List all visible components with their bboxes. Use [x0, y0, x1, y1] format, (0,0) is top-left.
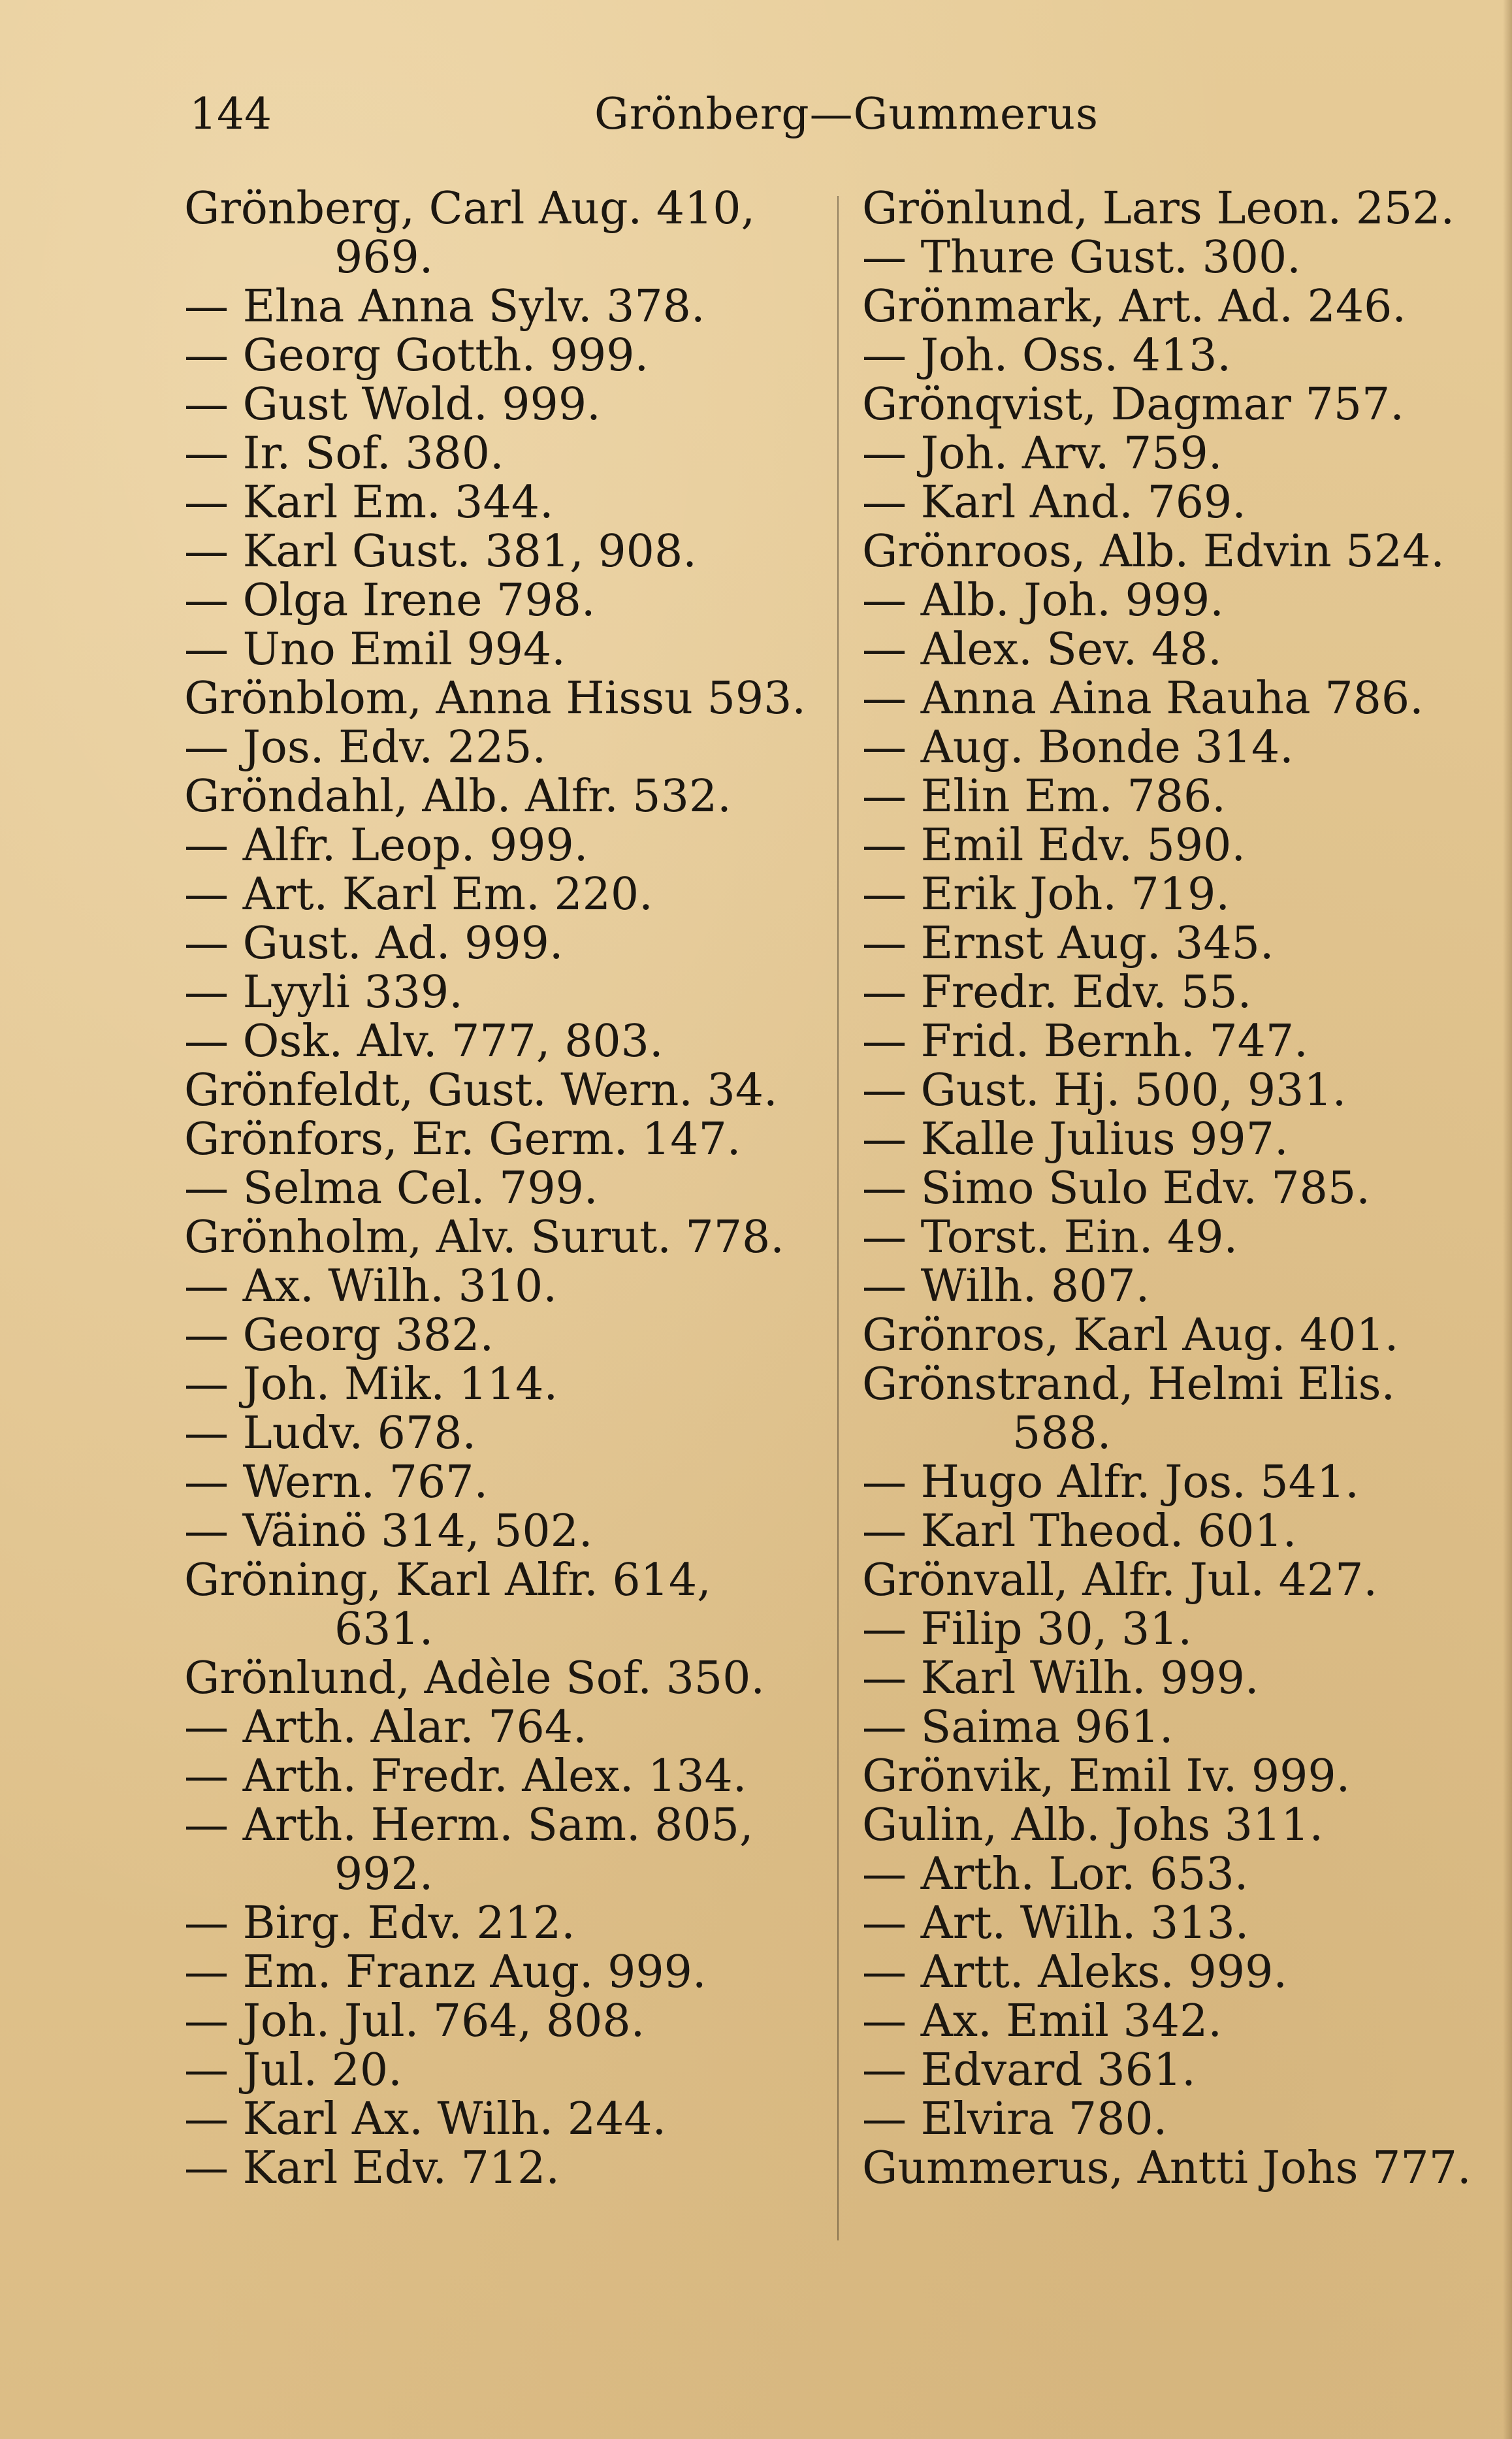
entry-continuation: 588. — [1012, 1408, 1112, 1459]
page-header — [189, 85, 1117, 144]
index-entry: Grönlund, Lars Leon. 252. — [862, 183, 1455, 234]
index-entry: — Jos. Edv. 225. — [184, 722, 547, 773]
index-entry: — Torst. Ein. 49. — [862, 1212, 1238, 1263]
column-divider — [837, 196, 839, 2240]
index-entry: — Wern. 767. — [184, 1457, 489, 1508]
index-entry: — Selma Cel. 799. — [184, 1163, 598, 1214]
index-entry: — Artt. Aleks. 999. — [862, 1946, 1287, 1998]
index-entry: — Jul. 20. — [184, 2044, 402, 2096]
index-entry: — Alex. Sev. 48. — [862, 624, 1222, 675]
index-entry: — Elin Em. 786. — [862, 771, 1226, 822]
index-entry: — Joh. Oss. 413. — [862, 330, 1232, 381]
index-entry: — Kalle Julius 997. — [862, 1114, 1289, 1165]
index-entry: — Elvira 780. — [862, 2093, 1168, 2145]
index-entry: — Karl Ax. Wilh. 244. — [184, 2093, 667, 2145]
index-entry: — Arth. Lor. 653. — [862, 1849, 1249, 1900]
index-entry: — Ax. Emil 342. — [862, 1995, 1222, 2047]
index-entry: Grönfeldt, Gust. Wern. 34. — [184, 1065, 778, 1116]
entry-continuation: 631. — [334, 1604, 434, 1655]
index-entry: — Gust. Ad. 999. — [184, 918, 564, 969]
index-entry: — Arth. Fredr. Alex. 134. — [184, 1751, 747, 1802]
index-entry: Grönlund, Adèle Sof. 350. — [184, 1653, 765, 1704]
index-entry: Gröndahl, Alb. Alfr. 532. — [184, 771, 732, 822]
index-entry: Grönvall, Alfr. Jul. 427. — [862, 1555, 1377, 1606]
index-entry: — Karl Theod. 601. — [862, 1506, 1297, 1557]
index-entry: — Arth. Herm. Sam. 805, — [184, 1800, 754, 1851]
index-entry: — Ludv. 678. — [184, 1408, 477, 1459]
index-entry: — Emil Edv. 590. — [862, 820, 1246, 871]
index-entry: — Karl And. 769. — [862, 477, 1246, 528]
index-entry: — Lyyli 339. — [184, 967, 463, 1018]
index-entry: — Em. Franz Aug. 999. — [184, 1946, 707, 1998]
index-entry: — Gust. Hj. 500, 931. — [862, 1065, 1347, 1116]
index-entry: — Hugo Alfr. Jos. 541. — [862, 1457, 1359, 1508]
index-entry: — Simo Sulo Edv. 785. — [862, 1163, 1370, 1214]
right-column — [862, 184, 1476, 2193]
index-entry: — Georg Gotth. 999. — [184, 330, 649, 381]
index-entry: — Joh. Jul. 764, 808. — [184, 1995, 645, 2047]
index-entry: Grönros, Karl Aug. 401. — [862, 1310, 1399, 1361]
index-entry: — Ir. Sof. 380. — [184, 428, 504, 479]
index-entry: — Uno Emil 994. — [184, 624, 566, 675]
index-entry: — Karl Em. 344. — [184, 477, 554, 528]
index-entry: — Joh. Mik. 114. — [184, 1359, 558, 1410]
index-entry: — Erik Joh. 719. — [862, 869, 1230, 920]
index-entry: — Art. Wilh. 313. — [862, 1898, 1249, 1949]
entry-continuation: 969. — [334, 232, 434, 283]
index-entry: — Georg 382. — [184, 1310, 494, 1361]
index-entry: — Birg. Edv. 212. — [184, 1898, 575, 1949]
index-entry: — Wilh. 807. — [862, 1261, 1150, 1312]
index-entry: Gröning, Karl Alfr. 614, — [184, 1555, 711, 1606]
index-entry: — Alb. Joh. 999. — [862, 575, 1224, 626]
index-entry: — Aug. Bonde 314. — [862, 722, 1294, 773]
index-entry: — Ax. Wilh. 310. — [184, 1261, 557, 1312]
index-entry: Grönmark, Art. Ad. 246. — [862, 281, 1406, 332]
index-entry: Grönstrand, Helmi Elis. — [862, 1359, 1396, 1410]
entry-continuation: 992. — [334, 1849, 434, 1900]
index-entry: Gulin, Alb. Johs 311. — [862, 1800, 1324, 1851]
index-entry: — Osk. Alv. 777, 803. — [184, 1016, 664, 1067]
left-column — [184, 184, 811, 2193]
running-head: Grönberg—Gummerus — [594, 89, 1099, 139]
index-entry: Grönblom, Anna Hissu 593. — [184, 673, 806, 724]
index-entry: — Gust Wold. 999. — [184, 379, 601, 430]
index-entry: — Alfr. Leop. 999. — [184, 820, 588, 871]
index-entry: — Fredr. Edv. 55. — [862, 967, 1252, 1018]
index-entry: — Elna Anna Sylv. 378. — [184, 281, 705, 332]
index-entry: — Karl Wilh. 999. — [862, 1653, 1259, 1704]
index-entry: — Arth. Alar. 764. — [184, 1702, 587, 1753]
index-entry: Gummerus, Antti Johs 777. — [862, 2142, 1472, 2194]
index-entry: — Edvard 361. — [862, 2044, 1196, 2096]
index-entry: — Joh. Arv. 759. — [862, 428, 1223, 479]
index-entry: — Filip 30, 31. — [862, 1604, 1193, 1655]
index-entry: Grönqvist, Dagmar 757. — [862, 379, 1404, 430]
index-entry: — Frid. Bernh. 747. — [862, 1016, 1308, 1067]
index-entry: — Anna Aina Rauha 786. — [862, 673, 1424, 724]
index-entry: — Saima 961. — [862, 1702, 1174, 1753]
index-entry: — Väinö 314, 502. — [184, 1506, 593, 1557]
page-edge — [1503, 0, 1512, 2439]
index-entry: — Ernst Aug. 345. — [862, 918, 1274, 969]
index-entry: Grönberg, Carl Aug. 410, — [184, 183, 756, 234]
index-entry: — Thure Gust. 300. — [862, 232, 1301, 283]
index-entry: — Karl Gust. 381, 908. — [184, 526, 697, 577]
index-entry: Grönvik, Emil Iv. 999. — [862, 1751, 1351, 1802]
page-number: 144 — [189, 89, 272, 139]
index-entry: Grönroos, Alb. Edvin 524. — [862, 526, 1445, 577]
index-entry: — Olga Irene 798. — [184, 575, 596, 626]
index-entry: Grönholm, Alv. Surut. 778. — [184, 1212, 784, 1263]
index-entry: — Art. Karl Em. 220. — [184, 869, 653, 920]
index-entry: — Karl Edv. 712. — [184, 2142, 560, 2194]
index-entry: Grönfors, Er. Germ. 147. — [184, 1114, 741, 1165]
